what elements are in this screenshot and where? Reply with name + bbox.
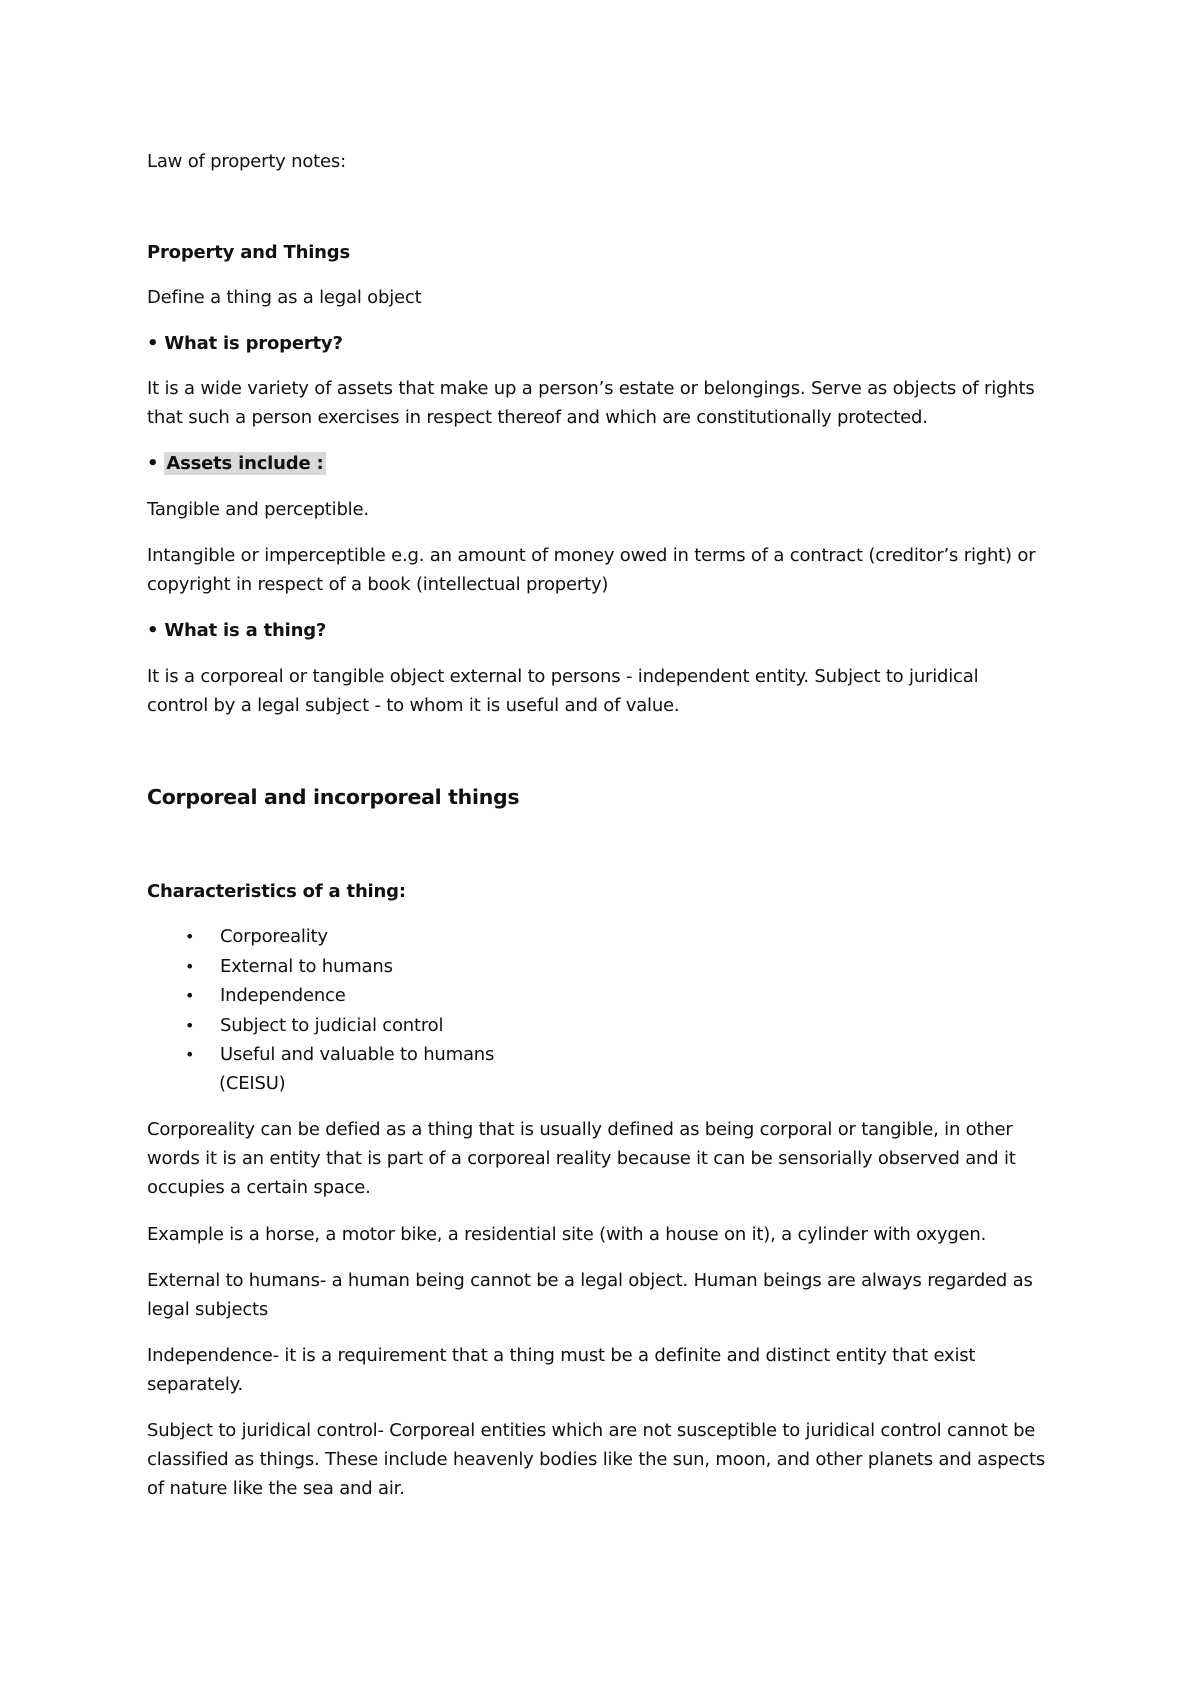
assets-include-highlight: Assets include : — [166, 453, 324, 474]
assets-include-line — [147, 449, 326, 478]
section-heading-property-and-things: Property and Things — [147, 242, 350, 263]
intro-line: Define a thing as a legal object — [147, 287, 422, 308]
bullet-icon: • — [185, 927, 195, 946]
answer-property-line-1: It is a wide variety of assets that make up a person’s estate or belongings. Serve as objects of rights — [147, 378, 1035, 399]
bullet-icon: • — [185, 1045, 195, 1064]
tangible-line: Tangible and perceptible. — [147, 499, 369, 520]
question-what-is-a-thing: • What is a thing? — [147, 620, 327, 641]
answer-thing-line-2: control by a legal subject - to whom it is useful and of value. — [147, 695, 680, 716]
juridical-line-1: Subject to juridical control- Corporeal entities which are not susceptible to juridical control cannot be — [147, 1420, 1036, 1441]
document-title: Law of property notes: — [147, 151, 346, 172]
corporeality-line-2: words it is an entity that is part of a corporeal reality because it can be sensorially observed and it — [147, 1148, 1016, 1169]
characteristics-label: Characteristics of a thing: — [147, 881, 406, 902]
intangible-line-2: copyright in respect of a book (intellectual property) — [147, 574, 609, 595]
answer-thing-line-1: It is a corporeal or tangible object external to persons - independent entity. Subject to juridical — [147, 666, 979, 687]
external-line-1: External to humans- a human being cannot be a legal object. Human beings are always regarded as — [147, 1270, 1033, 1291]
list-item-label: Independence — [220, 985, 346, 1006]
corporeality-line-1: Corporeality can be defied as a thing that is usually defined as being corporal or tangible, in other — [147, 1119, 1013, 1140]
independence-line-1: Independence- it is a requirement that a thing must be a definite and distinct entity that exist — [147, 1345, 976, 1366]
juridical-line-2: classified as things. These include heavenly bodies like the sun, moon, and other planets and aspects — [147, 1449, 1046, 1470]
list-item-label: Subject to judicial control — [220, 1014, 444, 1036]
assets-bullet: • — [147, 453, 165, 474]
list-item-label: Useful and valuable to humans — [220, 1044, 495, 1065]
bullet-icon: • — [185, 1015, 195, 1035]
acronym-label: (CEISU) — [219, 1073, 286, 1094]
list-item-label: Corporeality — [220, 926, 328, 947]
answer-property-line-2: that such a person exercises in respect thereof and which are constitutionally protected. — [147, 407, 928, 428]
bullet-icon: • — [185, 956, 195, 976]
external-line-2: legal subjects — [147, 1299, 269, 1320]
bullet-icon: • — [185, 986, 195, 1005]
section-heading-corporeal-and-incorporeal: Corporeal and incorporeal things — [147, 785, 520, 809]
corporeality-line-3: occupies a certain space. — [147, 1177, 371, 1198]
independence-line-2: separately. — [147, 1374, 244, 1395]
example-line: Example is a horse, a motor bike, a residential site (with a house on it), a cylinder with oxygen. — [147, 1224, 987, 1245]
question-what-is-property: • What is property? — [147, 333, 343, 354]
list-item-label: External to humans — [220, 955, 393, 977]
juridical-line-3: of nature like the sea and air. — [147, 1478, 405, 1499]
intangible-line-1: Intangible or imperceptible e.g. an amount of money owed in terms of a contract (creditor’s right) or — [147, 545, 1036, 566]
